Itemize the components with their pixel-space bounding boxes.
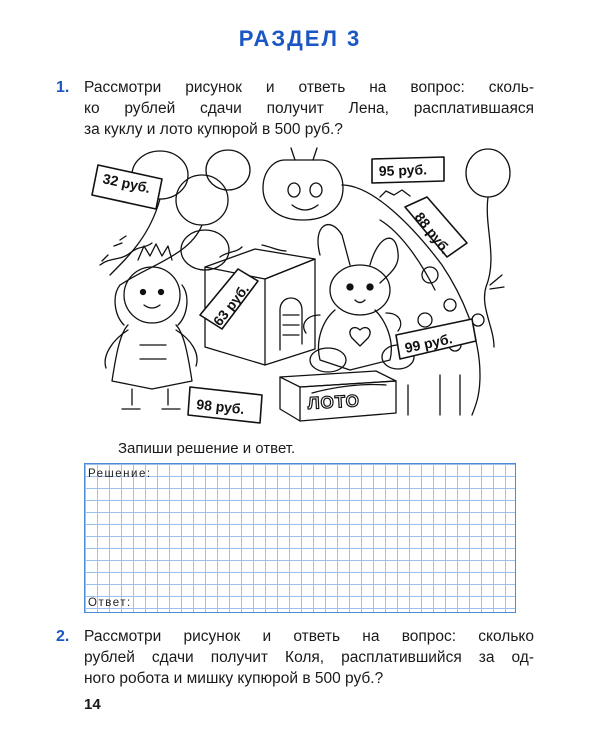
solution-label: Решение: xyxy=(88,468,152,480)
instruction-text: Запиши решение и ответ. xyxy=(118,440,296,457)
toys-illustration xyxy=(80,145,530,430)
price-tag-shapes xyxy=(92,157,476,423)
price-tag-house: 63 руб. xyxy=(209,281,253,329)
task-1-line-2: ко рублей сдачи получит Лена, расплатившаяся xyxy=(84,100,534,117)
price-tag-bunny: 88 руб. xyxy=(411,208,454,257)
task-1 xyxy=(56,77,534,140)
task-2-line-1: Рассмотри рисунок и ответь на вопрос: сколько xyxy=(84,628,534,645)
giraffe-drawing xyxy=(263,148,484,415)
price-tag-giraffe: 95 руб. xyxy=(378,161,428,179)
task-1-line-1: Рассмотри рисунок и ответь на вопрос: сколь- xyxy=(84,79,534,96)
lotto-box-label: ЛОТО xyxy=(307,391,361,413)
task-1-number: 1. xyxy=(56,79,70,96)
task-2 xyxy=(56,626,534,689)
price-tag-doll: 98 руб. xyxy=(195,396,246,418)
task-2-line-2: рублей сдачи получит Коля, расплатившийся за од- xyxy=(84,649,534,666)
price-tag-balloons: 32 руб. xyxy=(101,170,152,196)
doll-drawing xyxy=(105,244,197,409)
answer-grid[interactable] xyxy=(84,463,516,613)
price-tag-lotto: 99 руб. xyxy=(403,330,454,356)
bunny-drawing xyxy=(304,225,414,372)
page-number: 14 xyxy=(84,696,101,713)
task-1-line-3: за куклу и лото купюрой в 500 руб.? xyxy=(84,121,343,138)
section-title: РАЗДЕЛ 3 xyxy=(238,26,362,51)
task-2-number: 2. xyxy=(56,628,70,645)
task-2-line-3: ного робота и мишку купюрой в 500 руб.? xyxy=(84,670,384,687)
answer-label: Ответ: xyxy=(88,597,132,609)
